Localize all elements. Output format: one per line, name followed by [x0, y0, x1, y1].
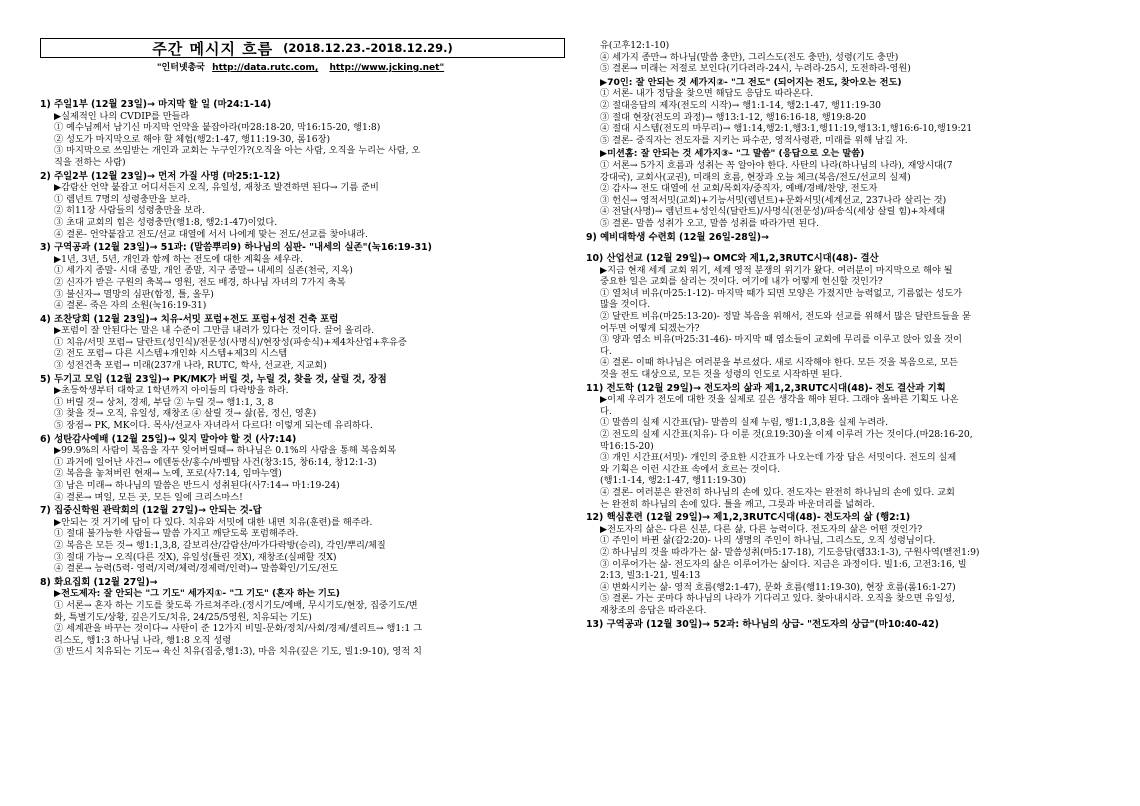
section-line: ① 예수님께서 남기신 마지막 언약을 붙잡아라(마28:18-20, 막16:15-20, 행1:8) — [54, 122, 381, 134]
section-line: ① 주인이 바뀐 삶(갈2:20)- 나의 생명의 주인이 하나님, 그리스도, 오직 성령님이다. — [600, 535, 936, 547]
section-line: ④ 변화시키는 삶- 영적 흐름(행2:1-47), 문화 흐름(행11:19-30), 현장 흐름(롬16:1-27) — [600, 581, 956, 593]
left-column — [40, 97, 565, 658]
section-line: ② 신자가 받은 구원의 축복→ 영원, 전도 배경, 하나님 자녀의 7가지 축복 — [54, 276, 346, 288]
section-line: ▶지금 현재 세계 교회 위기, 세계 영적 분쟁의 위기가 왔다. 여러분이 마지막으로 해야 될 — [600, 264, 953, 276]
section-line: ③ 절대 현장(전도의 과정)→ 행13:1-12, 행16:16-18, 행19:8-20 — [600, 111, 867, 123]
section-subtitle: ▶70인: 잘 안되는 것 세가지②- "그 전도" (되어지는 전도, 찾아오는 전도) — [600, 76, 902, 88]
section-line: ② 감사→ 전도 대열에 선 교회/목회자/중직자, 예배/경배/찬양, 전도자 — [600, 183, 878, 195]
link-data-rutc[interactable]: http://data.rutc.com, — [212, 63, 319, 73]
section-subtitle: ▶미션홈: 잘 안되는 것 세가지③- "그 말씀" (응답으로 오는 말씀) — [600, 148, 865, 160]
section-title: 13) 구역공과 (12월 30일)→ 52과: 하나님의 상급- "전도자의 상급"(마10:40-42) — [586, 618, 939, 630]
section-12 — [586, 512, 1111, 616]
section-70 — [586, 77, 1111, 147]
section-line: ⑤ 결론- 중직자는 전도자를 지키는 파수꾼, 영적사령관, 미래를 위해 남길 자. — [600, 134, 908, 146]
section-line: ② 세계관을 바꾸는 것이다→ 사탄이 준 12가지 비밀-문화/정치/사회/경제/셀리트→ 행1:1 그 — [54, 623, 422, 635]
section-line: 리스도, 행1:3 하나님 나라, 행1:8 오직 성령 — [54, 634, 232, 646]
date-range: (2018.12.23.-2018.12.29.) — [283, 41, 453, 55]
section-line: ① 서론- 내가 정답을 찾으면 해답도 응답도 따라온다. — [600, 88, 814, 100]
section-line: ④ 결론- 언약붙잡고 전도/선교 대열에 서서 나에게 맞는 전도/선교를 찾아내라. — [54, 228, 368, 240]
section-line: 화, 특별기도/상황, 깊은기도/치유, 24/25/5영원, 치유되는 기도) — [54, 611, 312, 623]
section-line: ① 서론→ 5가지 흐름과 성취는 꼭 알아야 한다. 사탄의 나라(하나님의 나라), 재앙시대(7 — [600, 159, 953, 171]
section-line: ▶감람산 언약 붙잡고 어디서든지 오직, 유일성, 재창조 발견하면 된다→ 기름 준비 — [54, 182, 379, 194]
section-line: ① 서론→ 혼자 하는 기도를 찾도록 가르쳐주라.(정시기도/예배, 무시기도/현장, 집중기도/변 — [54, 599, 418, 611]
section-line: ⑤ 장점→ PK, MK이다. 목사/선교사 자녀라서 다르다! 이렇게 되는데 유리하다. — [54, 420, 373, 432]
section-line: ② 히11장 사람들의 성령충만을 보라. — [54, 205, 205, 217]
section-line: ① 렘넌트 7명의 성령충만을 보라. — [54, 193, 191, 205]
section-4 — [40, 314, 565, 372]
section-line: ▶99.9%의 사람이 복음을 자꾸 잊어버릴때→ 하나님은 0.1%의 사람을 통해 복음회복 — [54, 445, 397, 457]
section-line: ④ 결론- 이때 하나님은 여러분을 부르셨다. 새로 시작해야 한다. 모든 것을 복음으로, 모든 — [600, 357, 958, 369]
section-title: 1) 주일1부 (12월 23일)→ 마지막 할 일 (마24:1-14) — [40, 99, 272, 110]
section-line: 2:13, 빌3:1-21, 빌4:13 — [600, 570, 701, 582]
section-line: ③ 초대 교회의 힘은 성령충만(행1:8, 행2:1-47)이었다. — [54, 216, 278, 228]
section-line: ① 버릴 것→ 상처, 경제, 부담 ② 누릴 것→ 행1:1, 3, 8 — [54, 396, 274, 408]
section-title: 10) 산업선교 (12월 29일)→ OMC와 제1,2,3RUTC시대(48)- 결산 — [586, 253, 879, 265]
section-line: ① 치유/서밋 포럼→ 달란트(성인식)/전문성(사명식)/현장성(파송식)+제4차산업+후유증 — [54, 336, 407, 348]
section-line: ④ 결론→ 며일, 모든 곳, 모든 일에 크리스마스! — [54, 491, 243, 503]
section-line: ④ 결론- 여러분은 완전히 하나님의 손에 있다. 전도자는 완전히 하나님의 손에 있다. 교회 — [600, 486, 955, 498]
section-8-continued — [586, 40, 1111, 75]
section-line: 중요한 일은 교회를 살리는 것이다. 여기에 내가 어떻게 헌신할 것인가? — [600, 276, 883, 288]
section-mission-home — [586, 148, 1111, 229]
section-7 — [40, 505, 565, 575]
section-line: 것을 전도 대상으로, 모든 것을 성령의 인도로 시작하면 된다. — [600, 369, 843, 381]
section-line: ④ 전달(사명)→ 렘넌트+성인식(달란트)/사명식(전문성)/파송식(세상 살릴 힘)+차세대 — [600, 206, 946, 218]
section-line: ① 말씀의 실제 시간표(답)- 말씀의 실제 누림, 행1:1,3,8을 실제 누려라. — [600, 417, 889, 429]
section-line: ③ 이루어가는 삶- 전도자의 삶은 이루어가는 삶이다. 지금은 과정이다. 빌1:6, 고전3:16, 빌 — [600, 558, 967, 570]
section-line: ① 열처녀 비유(마25:1-12)- 마지막 때가 되면 모양은 가졌지만 능력없고, 기름없는 성도가 — [600, 287, 963, 299]
section-line: 재창조의 응답은 따라온다. — [600, 604, 707, 616]
section-line: ▶이제 우리가 전도에 대한 것을 실제로 깊은 생각을 해야 된다. 그래야 올바른 기획도 나온 — [600, 394, 959, 406]
section-2 — [40, 171, 565, 241]
section-line: ④ 결론- 죽은 자의 소원(눅16:19-31) — [54, 300, 207, 312]
section-line: ▶안되는 것 거기에 답이 다 있다. 치유와 서밋에 대한 내면 치유(훈련)를 해주라. — [54, 516, 373, 528]
section-line: ③ 마지막으로 쓰임받는 개인과 교회는 누구인가?(오직을 아는 사람, 오직을 누리는 사람, 오 — [54, 145, 421, 157]
section-line: ② 하나님의 것을 따라가는 삶- 말씀성취(마5:17-18), 기도응답(렘33:1-3), 구원사역(벧전1:9) — [600, 546, 980, 558]
section-line: 유(고후12:1-10) — [600, 40, 670, 51]
spacer — [586, 243, 1111, 251]
section-line: ① 세가지 종말- 시대 종말, 개인 종말, 지구 종말→ 내세의 실존(천국, 지옥) — [54, 265, 353, 277]
section-line: ④ 절대 시스템(전도의 마무리)→ 행1:14,행2:1,행3:1,행11:19,행13:1,행16:6-10,행19:21 — [600, 123, 973, 135]
section-9 — [586, 232, 1111, 244]
section-line: ② 복음은 모든 것→ 행1:1,3,8, 갈보리산/감람산/마가다락방(승리), 각인/뿌리/체질 — [54, 539, 386, 551]
section-line: ▶포럼이 잘 안된다는 말은 내 수준이 그만큼 내려가 있다는 것이다. 끌어 올리라. — [54, 325, 375, 337]
section-11 — [586, 383, 1111, 511]
section-line: ③ 성전건축 포럼→ 미래(237개 나라, RUTC, 학사, 선교관, 지교회) — [54, 360, 327, 372]
section-line: 다. — [600, 405, 612, 417]
section-line: ② 절대응답의 제자(전도의 시작)→ 행1:1-14, 행2:1-47, 행11:19-30 — [600, 99, 881, 111]
section-line: ② 전도의 실제 시간표(치유)- 다 이룬 것(요19:30)을 이제 이루러 가는 것이다.(마28:16-20, — [600, 429, 973, 440]
section-title: 8) 화요집회 (12월 27일)→ — [40, 576, 158, 588]
section-5 — [40, 374, 565, 432]
document-header — [40, 38, 565, 72]
section-1 — [40, 99, 565, 169]
source-links — [40, 60, 565, 73]
section-line: 어두면 어떻게 되겠는가? — [600, 322, 700, 334]
section-line: ③ 양과 염소 비유(마25:31-46)- 마지막 때 염소들이 교회에 무리를 이루고 앉아 있을 것이 — [600, 334, 963, 346]
section-line: ⑤ 결론- 말씀 성취가 오고, 말씀 성취를 따라가면 된다. — [600, 217, 819, 229]
section-line: ▶1년, 3년, 5년, 개인과 함께 하는 전도에 대한 계획을 세우라. — [54, 253, 303, 265]
section-line: ⑤ 결론- 가는 곳마다 하나님의 나라가 기다리고 있다. 찾아내시라. 오직을 찾으면 유일성, — [600, 593, 955, 605]
section-title: 4) 조찬당회 (12월 23일)→ 치유-서밋 포럼+전도 포럼+성전 건축 포럼 — [40, 313, 339, 325]
section-line: ① 절대 불가능한 사람들→ 말씀 가지고 깨닫도록 포럼해주라. — [54, 528, 299, 540]
section-line: ③ 찾을 것→ 오직, 유일성, 재창조 ④ 살릴 것→ 삶(몸, 정신, 영혼) — [54, 408, 317, 420]
section-line: ③ 개인 시간표(서밋)- 개인의 중요한 시간표가 나오는데 가장 답은 서밋이다. 전도의 실제 — [600, 452, 957, 464]
section-line: 강대국), 교회사(교권), 미래의 흐름, 현장과 오늘 체크(복음/전도/선교의 실제) — [600, 171, 911, 183]
section-title: 11) 전도학 (12월 29일)→ 전도자의 삶과 제1,2,3RUTC시대(48)- 전도 결산과 기획 — [586, 382, 946, 394]
section-line: ③ 절대 가능→ 오직(다른 것X), 유일성(틀린 것X), 재창조(실패할 것X) — [54, 551, 337, 563]
section-8 — [40, 577, 565, 658]
section-line: 와 기획은 이런 시간표 속에서 흐르는 것이다. — [600, 463, 781, 475]
section-line: ③ 불신자→ 멸망의 심판(함정, 틀, 올무) — [54, 288, 214, 300]
section-line: ▶실제적인 나의 CVDIP를 만들라 — [54, 110, 190, 122]
section-title: 2) 주일2부 (12월 23일)→ 먼저 가질 사명 (마25:1-12) — [40, 170, 281, 182]
section-line: ④ 결론→ 능력(5력- 영력/지력/체력/경제력/인력)→ 말씀확인/기도/전도 — [54, 563, 338, 575]
section-subtitle: ▶전도제자: 잘 안되는 "그 기도" 세가지①- "그 기도" (혼자 하는 기도) — [54, 588, 340, 600]
section-line: ③ 헌신→ 영적서밋(교회)+기능서밋(렘넌트)+문화서밋(세계선교, 237나라 살리는 것) — [600, 194, 947, 206]
section-line: ② 전도 포럼→ 다른 시스템+개인화 시스템+제3의 시스템 — [54, 348, 288, 360]
section-line: ⑤ 결론→ 미래는 저절로 보인다(기다려라-24시, 누려라-25시, 도전하라-영원) — [600, 63, 911, 75]
section-13 — [586, 619, 1111, 631]
title-box — [40, 38, 565, 58]
section-title: 7) 집중신학원 관락회의 (12월 27일)→ 안되는 것-답 — [40, 505, 262, 517]
section-3 — [40, 242, 565, 312]
section-line: ③ 남은 미래→ 하나님의 말씀은 반드시 성취된다(사7:14→ 마1:19-24) — [54, 480, 340, 491]
page-title: 주간 메시지 흐름 — [152, 39, 274, 58]
section-line: 많을 것이다. — [600, 299, 651, 311]
section-line: ① 과거에 일어난 사건→ 에덴동산/홍수/바벨탑 사건(창3:15, 창6:14, 창12:1-3) — [54, 456, 377, 468]
section-6 — [40, 434, 565, 504]
section-line: ③ 반드시 치유되는 기도→ 육신 치유(집중,행1:3), 마음 치유(깊은 기도, 빌1:9-10), 영적 치 — [54, 646, 422, 658]
section-line: 막16:15-20) — [600, 440, 654, 452]
section-line: ▶초등학생부터 대학교 1학년까지 아이들의 다락방을 하라. — [54, 385, 289, 397]
section-line: 는 완전히 하나님의 손에 있다. 틀을 깨고, 그릇과 바운더리를 넓혀라. — [600, 498, 875, 510]
section-title: 6) 성탄감사예배 (12월 25일)→ 잊지 말아야 할 것 (사7:14) — [40, 433, 297, 445]
section-title: 3) 구역공과 (12월 23일)→ 51과: (말씀뿌리9) 하나님의 심판- "내세의 실존"(눅16:19-31) — [40, 242, 432, 254]
section-line: (행1:1-14, 행2:1-47, 행11:19-30) — [600, 475, 746, 487]
section-title: 9) 예비대학생 수련회 (12월 26일-28일)→ — [586, 231, 769, 243]
section-line: ▶전도자의 삶은- 다른 신분, 다른 삶, 다른 능력이다. 전도자의 삶은 어떤 것인가? — [600, 523, 923, 535]
section-line: ② 성도가 마지막으로 해야 할 체험(행2:1-47, 행11:19-30, 롬16장) — [54, 133, 331, 145]
section-line: ④ 세가지 종만→ 하나님(말씀 충만), 그리스도(전도 충만), 성령(기도 충만) — [600, 51, 899, 63]
right-column — [586, 38, 1111, 630]
section-line: ② 복음을 놓쳐버린 현재→ 노예, 포로(사7:14, 임마누엘) — [54, 468, 282, 480]
section-title: 12) 핵심훈련 (12월 29일)→ 제1,2,3RUTC시대(48)- 전도자의 삶 (행2:1) — [586, 512, 911, 524]
section-line: ② 달란트 비유(마25:13-20)- 정말 복음을 위해서, 전도와 선교를 위해서 많은 달란트들을 묻 — [600, 311, 971, 323]
section-10 — [586, 253, 1111, 381]
section-line: 직을 전하는 사람) — [54, 156, 126, 168]
link-jcking[interactable]: http://www.jcking.net" — [329, 63, 445, 73]
section-line: 다. — [600, 345, 612, 357]
site-label: "인터넷총국 — [156, 63, 206, 73]
section-title: 5) 두기고 모임 (12월 23일)→ PK/MK가 버릴 것, 누릴 것, 찾을 것, 살릴 것, 장점 — [40, 373, 387, 385]
